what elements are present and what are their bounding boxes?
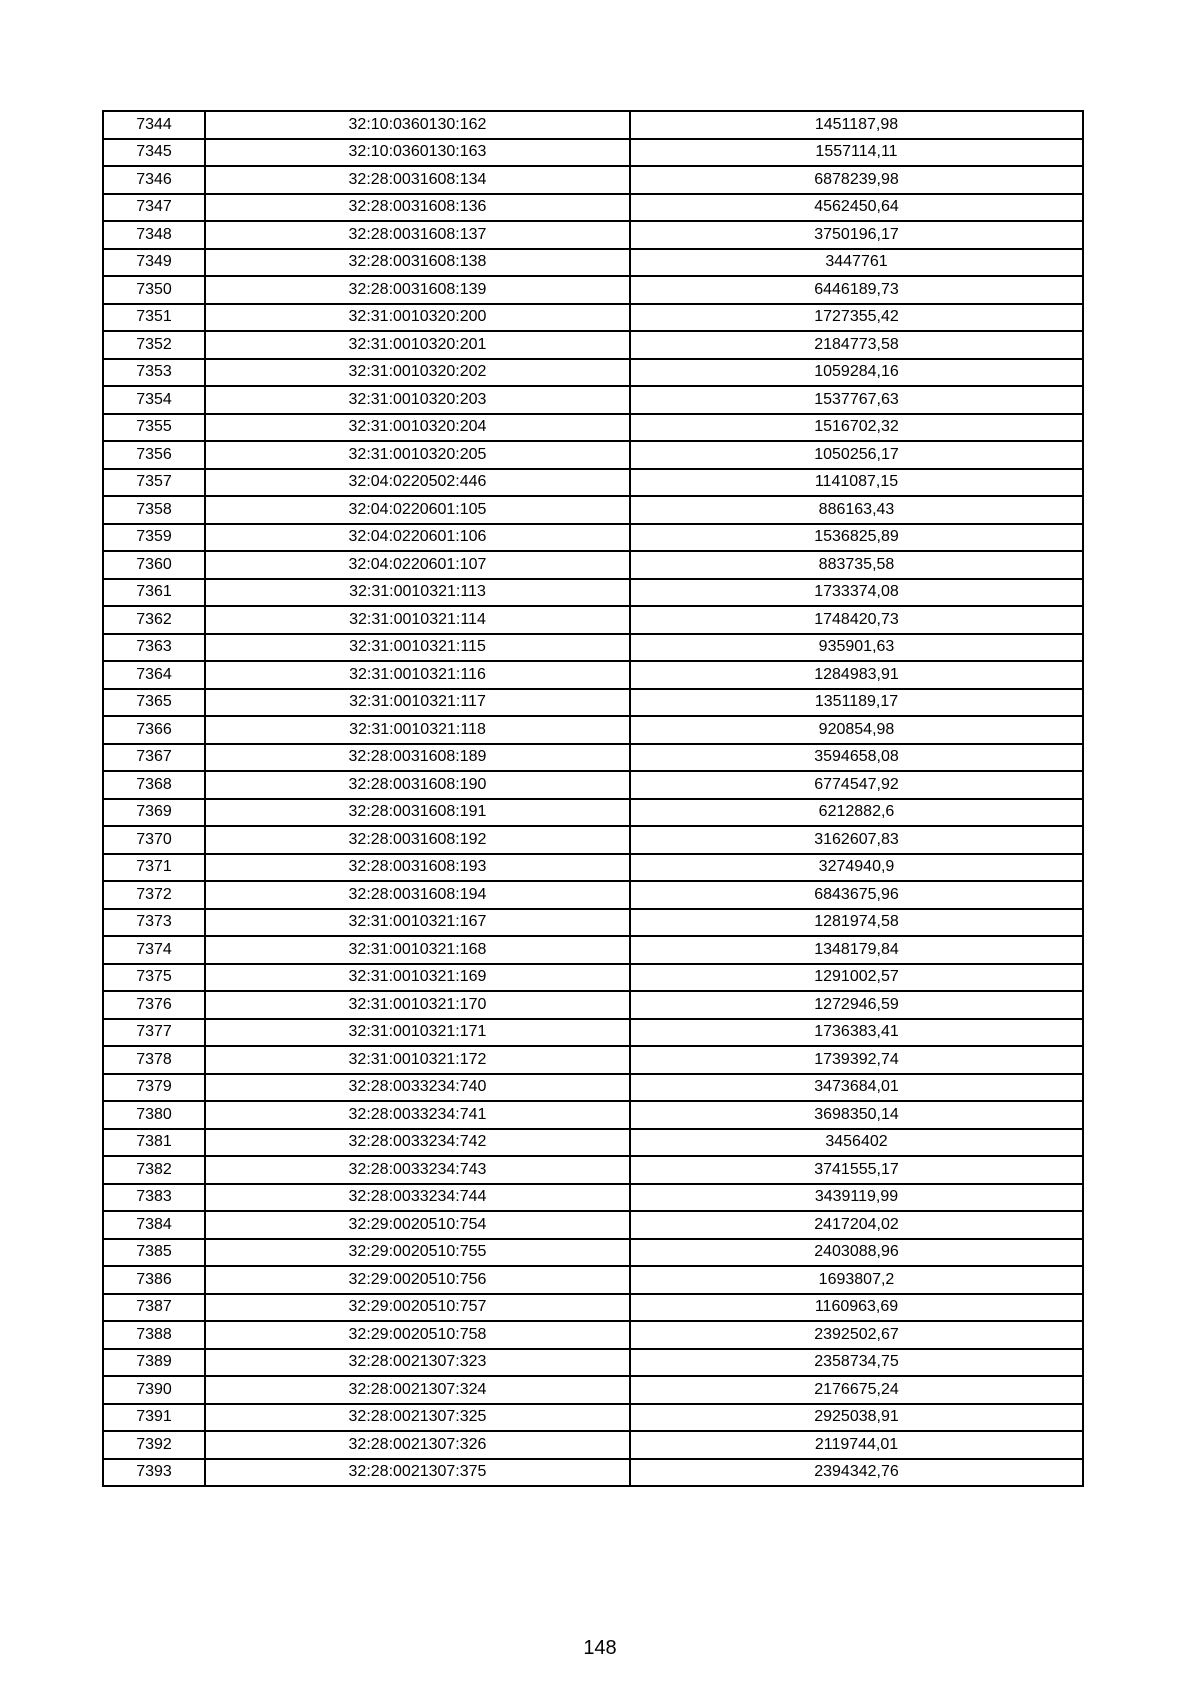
table-row [103,964,1083,992]
cadastral-number-cell: 32:28:0033234:741 [205,1101,630,1129]
cadastral-number-cell: 32:28:0033234:743 [205,1156,630,1184]
table-row [103,194,1083,222]
row-number-cell: 7367 [103,744,205,772]
table-row [103,441,1083,469]
row-number-cell: 7361 [103,579,205,607]
cadastral-number-cell: 32:31:0010321:170 [205,991,630,1019]
value-cell: 1736383,41 [630,1019,1083,1047]
table-row [103,799,1083,827]
value-cell: 1536825,89 [630,524,1083,552]
table-row [103,771,1083,799]
table-row [103,1349,1083,1377]
cadastral-number-cell: 32:28:0033234:742 [205,1129,630,1157]
cadastral-number-cell: 32:31:0010321:118 [205,716,630,744]
value-cell: 1351189,17 [630,689,1083,717]
value-cell: 3162607,83 [630,826,1083,854]
value-cell: 2119744,01 [630,1431,1083,1459]
value-cell: 2358734,75 [630,1349,1083,1377]
row-number-cell: 7365 [103,689,205,717]
row-number-cell: 7359 [103,524,205,552]
table-row [103,991,1083,1019]
table-row [103,606,1083,634]
value-cell: 6843675,96 [630,881,1083,909]
cadastral-number-cell: 32:31:0010321:169 [205,964,630,992]
table-row [103,1321,1083,1349]
row-number-cell: 7344 [103,111,205,139]
row-number-cell: 7368 [103,771,205,799]
cadastral-number-cell: 32:28:0031608:136 [205,194,630,222]
row-number-cell: 7375 [103,964,205,992]
value-cell: 3274940,9 [630,854,1083,882]
cadastral-number-cell: 32:28:0031608:139 [205,276,630,304]
row-number-cell: 7381 [103,1129,205,1157]
table-row [103,139,1083,167]
value-cell: 1516702,32 [630,414,1083,442]
cadastral-number-cell: 32:28:0031608:191 [205,799,630,827]
value-cell: 1059284,16 [630,359,1083,387]
value-cell: 1160963,69 [630,1294,1083,1322]
table-row [103,386,1083,414]
table-row [103,1101,1083,1129]
row-number-cell: 7346 [103,166,205,194]
row-number-cell: 7345 [103,139,205,167]
cadastral-number-cell: 32:31:0010321:167 [205,909,630,937]
value-cell: 1748420,73 [630,606,1083,634]
value-cell: 1727355,42 [630,304,1083,332]
value-cell: 2417204,02 [630,1211,1083,1239]
row-number-cell: 7363 [103,634,205,662]
value-cell: 6446189,73 [630,276,1083,304]
table-row [103,1129,1083,1157]
cadastral-number-cell: 32:31:0010321:116 [205,661,630,689]
cadastral-number-cell: 32:04:0220601:106 [205,524,630,552]
value-cell: 3473684,01 [630,1074,1083,1102]
value-cell: 1272946,59 [630,991,1083,1019]
cadastral-number-cell: 32:28:0031608:194 [205,881,630,909]
row-number-cell: 7386 [103,1266,205,1294]
table-row [103,579,1083,607]
row-number-cell: 7355 [103,414,205,442]
row-number-cell: 7347 [103,194,205,222]
value-cell: 2925038,91 [630,1404,1083,1432]
cadastral-number-cell: 32:31:0010320:204 [205,414,630,442]
row-number-cell: 7370 [103,826,205,854]
table-row [103,111,1083,139]
row-number-cell: 7348 [103,221,205,249]
table-row [103,331,1083,359]
value-cell: 6212882,6 [630,799,1083,827]
value-cell: 2176675,24 [630,1376,1083,1404]
row-number-cell: 7377 [103,1019,205,1047]
value-cell: 3741555,17 [630,1156,1083,1184]
row-number-cell: 7385 [103,1239,205,1267]
value-cell: 1050256,17 [630,441,1083,469]
table-row [103,661,1083,689]
row-number-cell: 7388 [103,1321,205,1349]
cadastral-number-cell: 32:28:0021307:326 [205,1431,630,1459]
row-number-cell: 7380 [103,1101,205,1129]
row-number-cell: 7383 [103,1184,205,1212]
table-row [103,854,1083,882]
cadastral-number-cell: 32:31:0010320:201 [205,331,630,359]
table-row [103,881,1083,909]
table-row [103,1404,1083,1432]
row-number-cell: 7384 [103,1211,205,1239]
value-cell: 1284983,91 [630,661,1083,689]
cadastral-number-cell: 32:10:0360130:163 [205,139,630,167]
value-cell: 3456402 [630,1129,1083,1157]
value-cell: 3594658,08 [630,744,1083,772]
table-row [103,551,1083,579]
row-number-cell: 7366 [103,716,205,744]
value-cell: 3447761 [630,249,1083,277]
row-number-cell: 7358 [103,496,205,524]
value-cell: 2403088,96 [630,1239,1083,1267]
table-row [103,634,1083,662]
row-number-cell: 7349 [103,249,205,277]
value-cell: 3698350,14 [630,1101,1083,1129]
table-row [103,276,1083,304]
cadastral-number-cell: 32:29:0020510:757 [205,1294,630,1322]
cadastral-number-cell: 32:31:0010321:115 [205,634,630,662]
table-row [103,1266,1083,1294]
value-cell: 6774547,92 [630,771,1083,799]
cadastral-number-cell: 32:31:0010321:113 [205,579,630,607]
row-number-cell: 7353 [103,359,205,387]
table-row [103,744,1083,772]
cadastral-number-cell: 32:28:0031608:137 [205,221,630,249]
row-number-cell: 7390 [103,1376,205,1404]
cadastral-number-cell: 32:31:0010320:202 [205,359,630,387]
value-cell: 1739392,74 [630,1046,1083,1074]
table-row [103,1184,1083,1212]
value-cell: 935901,63 [630,634,1083,662]
cadastral-number-cell: 32:31:0010320:203 [205,386,630,414]
cadastral-number-cell: 32:31:0010321:168 [205,936,630,964]
row-number-cell: 7389 [103,1349,205,1377]
cadastral-number-cell: 32:28:0031608:190 [205,771,630,799]
cadastral-number-cell: 32:28:0031608:193 [205,854,630,882]
value-cell: 1693807,2 [630,1266,1083,1294]
table-body [103,111,1083,1486]
table-row [103,359,1083,387]
table-row [103,1074,1083,1102]
row-number-cell: 7357 [103,469,205,497]
table-row [103,1376,1083,1404]
table-row [103,936,1083,964]
table-row [103,909,1083,937]
cadastral-number-cell: 32:28:0021307:323 [205,1349,630,1377]
row-number-cell: 7372 [103,881,205,909]
value-cell: 1291002,57 [630,964,1083,992]
cadastral-number-cell: 32:31:0010321:114 [205,606,630,634]
cadastral-number-cell: 32:29:0020510:758 [205,1321,630,1349]
cadastral-number-cell: 32:28:0033234:744 [205,1184,630,1212]
row-number-cell: 7350 [103,276,205,304]
row-number-cell: 7354 [103,386,205,414]
cadastral-number-cell: 32:28:0021307:324 [205,1376,630,1404]
value-cell: 6878239,98 [630,166,1083,194]
cadastral-number-cell: 32:04:0220601:105 [205,496,630,524]
value-cell: 1348179,84 [630,936,1083,964]
value-cell: 883735,58 [630,551,1083,579]
table-row [103,249,1083,277]
row-number-cell: 7352 [103,331,205,359]
value-cell: 1537767,63 [630,386,1083,414]
cadastral-number-cell: 32:28:0031608:189 [205,744,630,772]
row-number-cell: 7373 [103,909,205,937]
table-row [103,1239,1083,1267]
row-number-cell: 7378 [103,1046,205,1074]
cadastral-number-cell: 32:31:0010321:171 [205,1019,630,1047]
cadastral-number-cell: 32:28:0021307:375 [205,1459,630,1487]
row-number-cell: 7371 [103,854,205,882]
cadastral-number-cell: 32:31:0010320:200 [205,304,630,332]
table-row [103,166,1083,194]
value-cell: 4562450,64 [630,194,1083,222]
row-number-cell: 7362 [103,606,205,634]
table-row [103,1019,1083,1047]
row-number-cell: 7376 [103,991,205,1019]
value-cell: 1281974,58 [630,909,1083,937]
table-row [103,496,1083,524]
cadastral-number-cell: 32:28:0031608:138 [205,249,630,277]
row-number-cell: 7374 [103,936,205,964]
cadastral-number-cell: 32:29:0020510:756 [205,1266,630,1294]
table-row [103,1211,1083,1239]
table-row [103,689,1083,717]
row-number-cell: 7364 [103,661,205,689]
row-number-cell: 7391 [103,1404,205,1432]
row-number-cell: 7392 [103,1431,205,1459]
value-cell: 1141087,15 [630,469,1083,497]
table-row [103,469,1083,497]
table-row [103,1046,1083,1074]
value-cell: 1451187,98 [630,111,1083,139]
value-cell: 3439119,99 [630,1184,1083,1212]
value-cell: 2392502,67 [630,1321,1083,1349]
cadastral-number-cell: 32:31:0010320:205 [205,441,630,469]
cadastral-number-cell: 32:04:0220601:107 [205,551,630,579]
table-row [103,524,1083,552]
page-number: 148 [583,1637,617,1659]
cadastral-number-cell: 32:28:0033234:740 [205,1074,630,1102]
row-number-cell: 7387 [103,1294,205,1322]
cadastral-number-cell: 32:31:0010321:172 [205,1046,630,1074]
cadastral-number-cell: 32:29:0020510:755 [205,1239,630,1267]
value-cell: 920854,98 [630,716,1083,744]
data-table [102,110,1084,1487]
row-number-cell: 7351 [103,304,205,332]
cadastral-number-cell: 32:28:0031608:192 [205,826,630,854]
row-number-cell: 7382 [103,1156,205,1184]
value-cell: 886163,43 [630,496,1083,524]
row-number-cell: 7369 [103,799,205,827]
value-cell: 2184773,58 [630,331,1083,359]
table-row [103,1459,1083,1487]
value-cell: 1557114,11 [630,139,1083,167]
table-row [103,414,1083,442]
row-number-cell: 7379 [103,1074,205,1102]
table-row [103,221,1083,249]
cadastral-number-cell: 32:10:0360130:162 [205,111,630,139]
cadastral-number-cell: 32:28:0031608:134 [205,166,630,194]
row-number-cell: 7356 [103,441,205,469]
table-row [103,1156,1083,1184]
value-cell: 2394342,76 [630,1459,1083,1487]
value-cell: 1733374,08 [630,579,1083,607]
cadastral-number-cell: 32:04:0220502:446 [205,469,630,497]
table-row [103,1294,1083,1322]
value-cell: 3750196,17 [630,221,1083,249]
row-number-cell: 7393 [103,1459,205,1487]
cadastral-number-cell: 32:28:0021307:325 [205,1404,630,1432]
cadastral-number-cell: 32:31:0010321:117 [205,689,630,717]
table-row [103,826,1083,854]
table-row [103,716,1083,744]
cadastral-number-cell: 32:29:0020510:754 [205,1211,630,1239]
row-number-cell: 7360 [103,551,205,579]
table-row [103,304,1083,332]
table-row [103,1431,1083,1459]
